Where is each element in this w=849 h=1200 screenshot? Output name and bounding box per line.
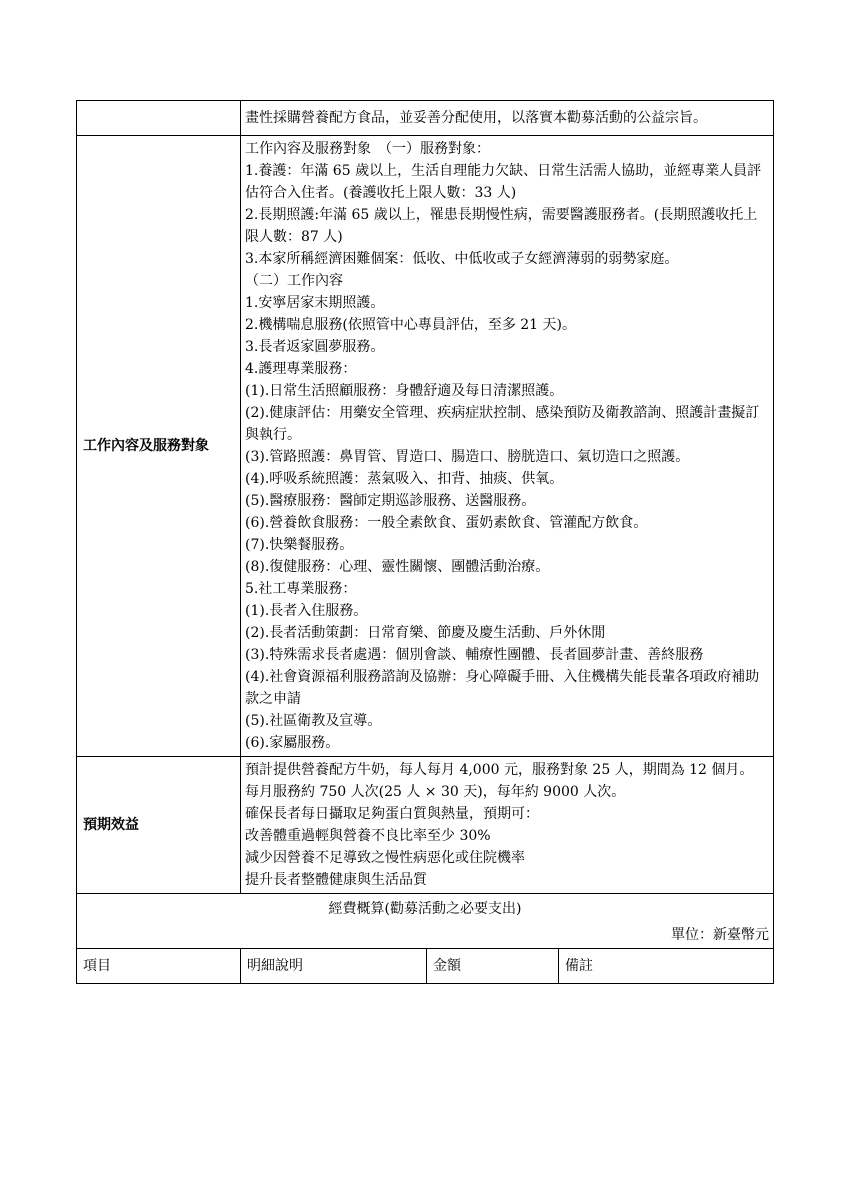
text-line: 確保長者每日攝取足夠蛋白質與熱量，預期可： bbox=[245, 806, 539, 822]
purpose-content bbox=[241, 101, 774, 136]
services-label: 工作內容及服務對象 bbox=[77, 136, 241, 757]
services-row bbox=[77, 136, 774, 757]
text-line: (6).家屬服務。 bbox=[245, 735, 340, 751]
benefits-content bbox=[241, 757, 774, 894]
text-line: 減少因營養不足導致之慢性病惡化或住院機率 bbox=[245, 850, 525, 866]
column-header-item: 項目 bbox=[77, 949, 241, 984]
budget-title: 經費概算(勸募活動之必要支出) bbox=[328, 901, 522, 917]
text-line: (7).快樂餐服務。 bbox=[245, 537, 354, 553]
text-line: 2.長期照護:年滿 65 歲以上，罹患長期慢性病，需要醫護服務者。(長期照護收托上限人數：87 人) bbox=[245, 207, 758, 245]
column-header-amount: 金額 bbox=[427, 949, 559, 984]
column-header-note: 備註 bbox=[559, 949, 774, 984]
text-line: 預計提供營養配方牛奶，每人每月 4,000 元，服務對象 25 人，期間為 12 個月。 bbox=[245, 762, 754, 778]
text-line: 1.養護：年滿 65 歲以上，生活自理能力欠缺、日常生活需人協助，並經專業人員評估符合入住者。(養護收托上限人數：33 人) bbox=[245, 163, 762, 201]
text-line: (3).管路照護：鼻胃管、胃造口、腸造口、膀胱造口、氣切造口之照護。 bbox=[245, 449, 690, 465]
budget-unit: 單位：新臺幣元 bbox=[671, 927, 769, 943]
text-line: 2.機構喘息服務(依照管中心專員評估，至多 21 天)。 bbox=[245, 317, 576, 333]
document-table bbox=[76, 100, 774, 984]
services-content bbox=[241, 136, 774, 757]
benefits-label: 預期效益 bbox=[77, 757, 241, 894]
text-line: 工作內容及服務對象 （一）服務對象： bbox=[245, 141, 490, 157]
text-line: (4).呼吸系統照護：蒸氣吸入、扣背、抽痰、供氧。 bbox=[245, 471, 564, 487]
text-line: (1).長者入住服務。 bbox=[245, 603, 368, 619]
text-line: (6).營養飲食服務：一般全素飲食、蛋奶素飲食、管灌配方飲食。 bbox=[245, 515, 648, 531]
text-line: 改善體重過輕與營養不良比率至少 30% bbox=[245, 828, 491, 844]
text-line: (2).健康評估：用藥安全管理、疾病症狀控制、感染預防及衛教諮詢、照護計畫擬訂與執行。 bbox=[245, 405, 760, 443]
text-line: 4.護理專業服務： bbox=[245, 361, 357, 377]
text-line: 1.安寧居家末期照護。 bbox=[245, 295, 385, 311]
text-line: 5.社工專業服務： bbox=[245, 581, 357, 597]
benefits-row bbox=[77, 757, 774, 894]
text-line: (4).社會資源福利服務諮詢及協辦：身心障礙手冊、入住機構失能長輩各項政府補助款之申請 bbox=[245, 669, 760, 707]
budget-section bbox=[77, 894, 774, 949]
purpose-label bbox=[77, 101, 241, 136]
text-line: (5).社區衛教及宣導。 bbox=[245, 713, 382, 729]
budget-title-row bbox=[77, 894, 774, 949]
text-line: 每月服務約 750 人次(25 人 × 30 天)，每年約 9000 人次。 bbox=[245, 784, 626, 800]
column-header-detail: 明細說明 bbox=[241, 949, 427, 984]
text-line: (2).長者活動策劃：日常育樂、節慶及慶生活動、戶外休閒 bbox=[245, 625, 606, 641]
text-line: （二）工作內容 bbox=[245, 273, 343, 289]
text-line: (3).特殊需求長者處遇：個別會談、輔療性團體、長者圓夢計畫、善終服務 bbox=[245, 647, 704, 663]
text-line: (8).復健服務：心理、靈性關懷、團體活動治療。 bbox=[245, 559, 550, 575]
text-line: (1).日常生活照顧服務：身體舒適及每日清潔照護。 bbox=[245, 383, 564, 399]
text-line: 提升長者整體健康與生活品質 bbox=[245, 872, 427, 888]
text-line: (5).醫療服務：醫師定期巡診服務、送醫服務。 bbox=[245, 493, 536, 509]
text-line: 3.本家所稱經濟困難個案：低收、中低收或子女經濟薄弱的弱勢家庭。 bbox=[245, 251, 679, 267]
text-line: 畫性採購營養配方食品，並妥善分配使用，以落實本勸募活動的公益宗旨。 bbox=[245, 110, 707, 126]
budget-header-row bbox=[77, 949, 774, 984]
purpose-row bbox=[77, 101, 774, 136]
text-line: 3.長者返家圓夢服務。 bbox=[245, 339, 385, 355]
